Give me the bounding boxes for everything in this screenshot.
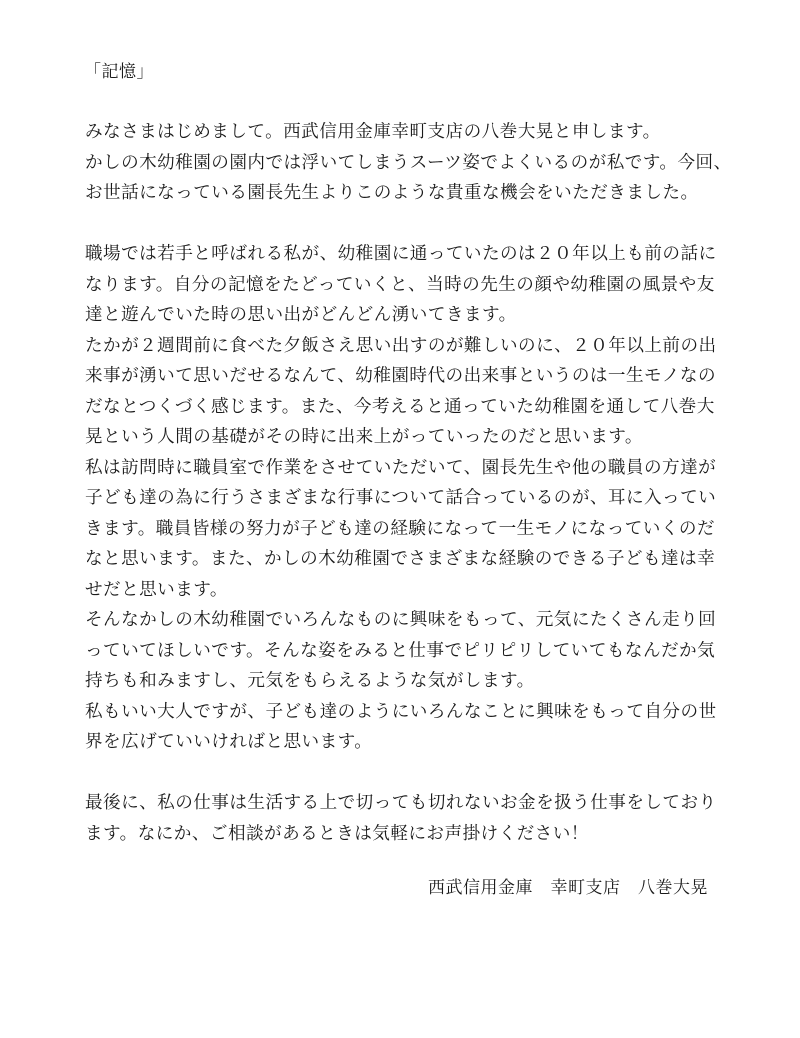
text-line: たかが２週間前に食べた夕飯さえ思い出すのが難しいのに、２０年以上前の出 [85,335,717,356]
signature: 西武信用金庫 幸町支店 八巻大晃 [428,878,708,898]
paragraph-memories [85,239,725,758]
text-line: 子ども達の為に行うさまざまな行事について話合っているのが、耳に入ってい [85,488,717,508]
text-line: きます。職員皆様の努力が子ども達の経験になって一生モノになっていくのだ [85,518,715,539]
text-line: 達と遊んでいた時の思い出がどんどん湧いてきます。 [85,305,517,325]
text-line: せだと思います。 [85,579,228,600]
text-line: 来事が湧いて思いだせるなんて、幼稚園時代の出来事というのは一生モノなの [85,366,717,386]
text-line: 界を広げていいければと思います。 [85,732,373,752]
paragraph-gap [85,758,725,789]
paragraph-closing [85,788,725,849]
text-line: 持ちも和みますし、元気をもらえるような気がします。 [85,671,535,691]
text-line: 最後に、私の仕事は生活する上で切っても切れないお金を扱う仕事をしており [85,793,717,813]
text-line: ます。なにか、ご相談があるときは気軽にお声掛けください！ [85,823,589,844]
text-line: かしの木幼稚園の園内では浮いてしまうスーツ姿でよくいるのが私です。今回、 [85,152,732,173]
text-line: そんなかしの木幼稚園でいろんなものに興味をもって、元気にたくさん走り回 [85,610,717,630]
paragraph-gap [85,209,725,240]
text-line: 私は訪問時に職員室で作業をさせていただいて、園長先生や他の職員の方達が [85,457,717,478]
text-line: みなさまはじめまして。西武信用金庫幸町支店の八巻大晃と申します。 [85,122,661,142]
text-line: なります。自分の記憶をたどっていくと、当時の先生の顔や幼稚園の風景や友 [85,274,715,295]
text-line: 私もいい大人ですが、子ども達のようにいろんなことに興味をもって自分の世 [85,701,717,722]
text-line: 晃という人間の基礎がその時に出来上がっていったのだと思います。 [85,427,643,447]
document-title: 「記憶」 [84,62,154,82]
paragraph-greeting [85,117,732,209]
text-line: なと思います。また、かしの木幼稚園でさまざまな経験のできる子ども達は幸 [85,549,716,569]
text-line: だなとつくづく感じます。また、今考えると通っていた幼稚園を通して八巻大 [85,396,715,417]
letter-body [85,117,732,849]
text-line: 職場では若手と呼ばれる私が、幼稚園に通っていたのは２０年以上も前の話に [85,244,717,264]
text-line: お世話になっている園長先生よりこのような貴重な機会をいただきました。 [85,183,699,203]
text-line: っていてほしいです。そんな姿をみると仕事でピリピリしていてもなんだか気 [85,640,716,661]
